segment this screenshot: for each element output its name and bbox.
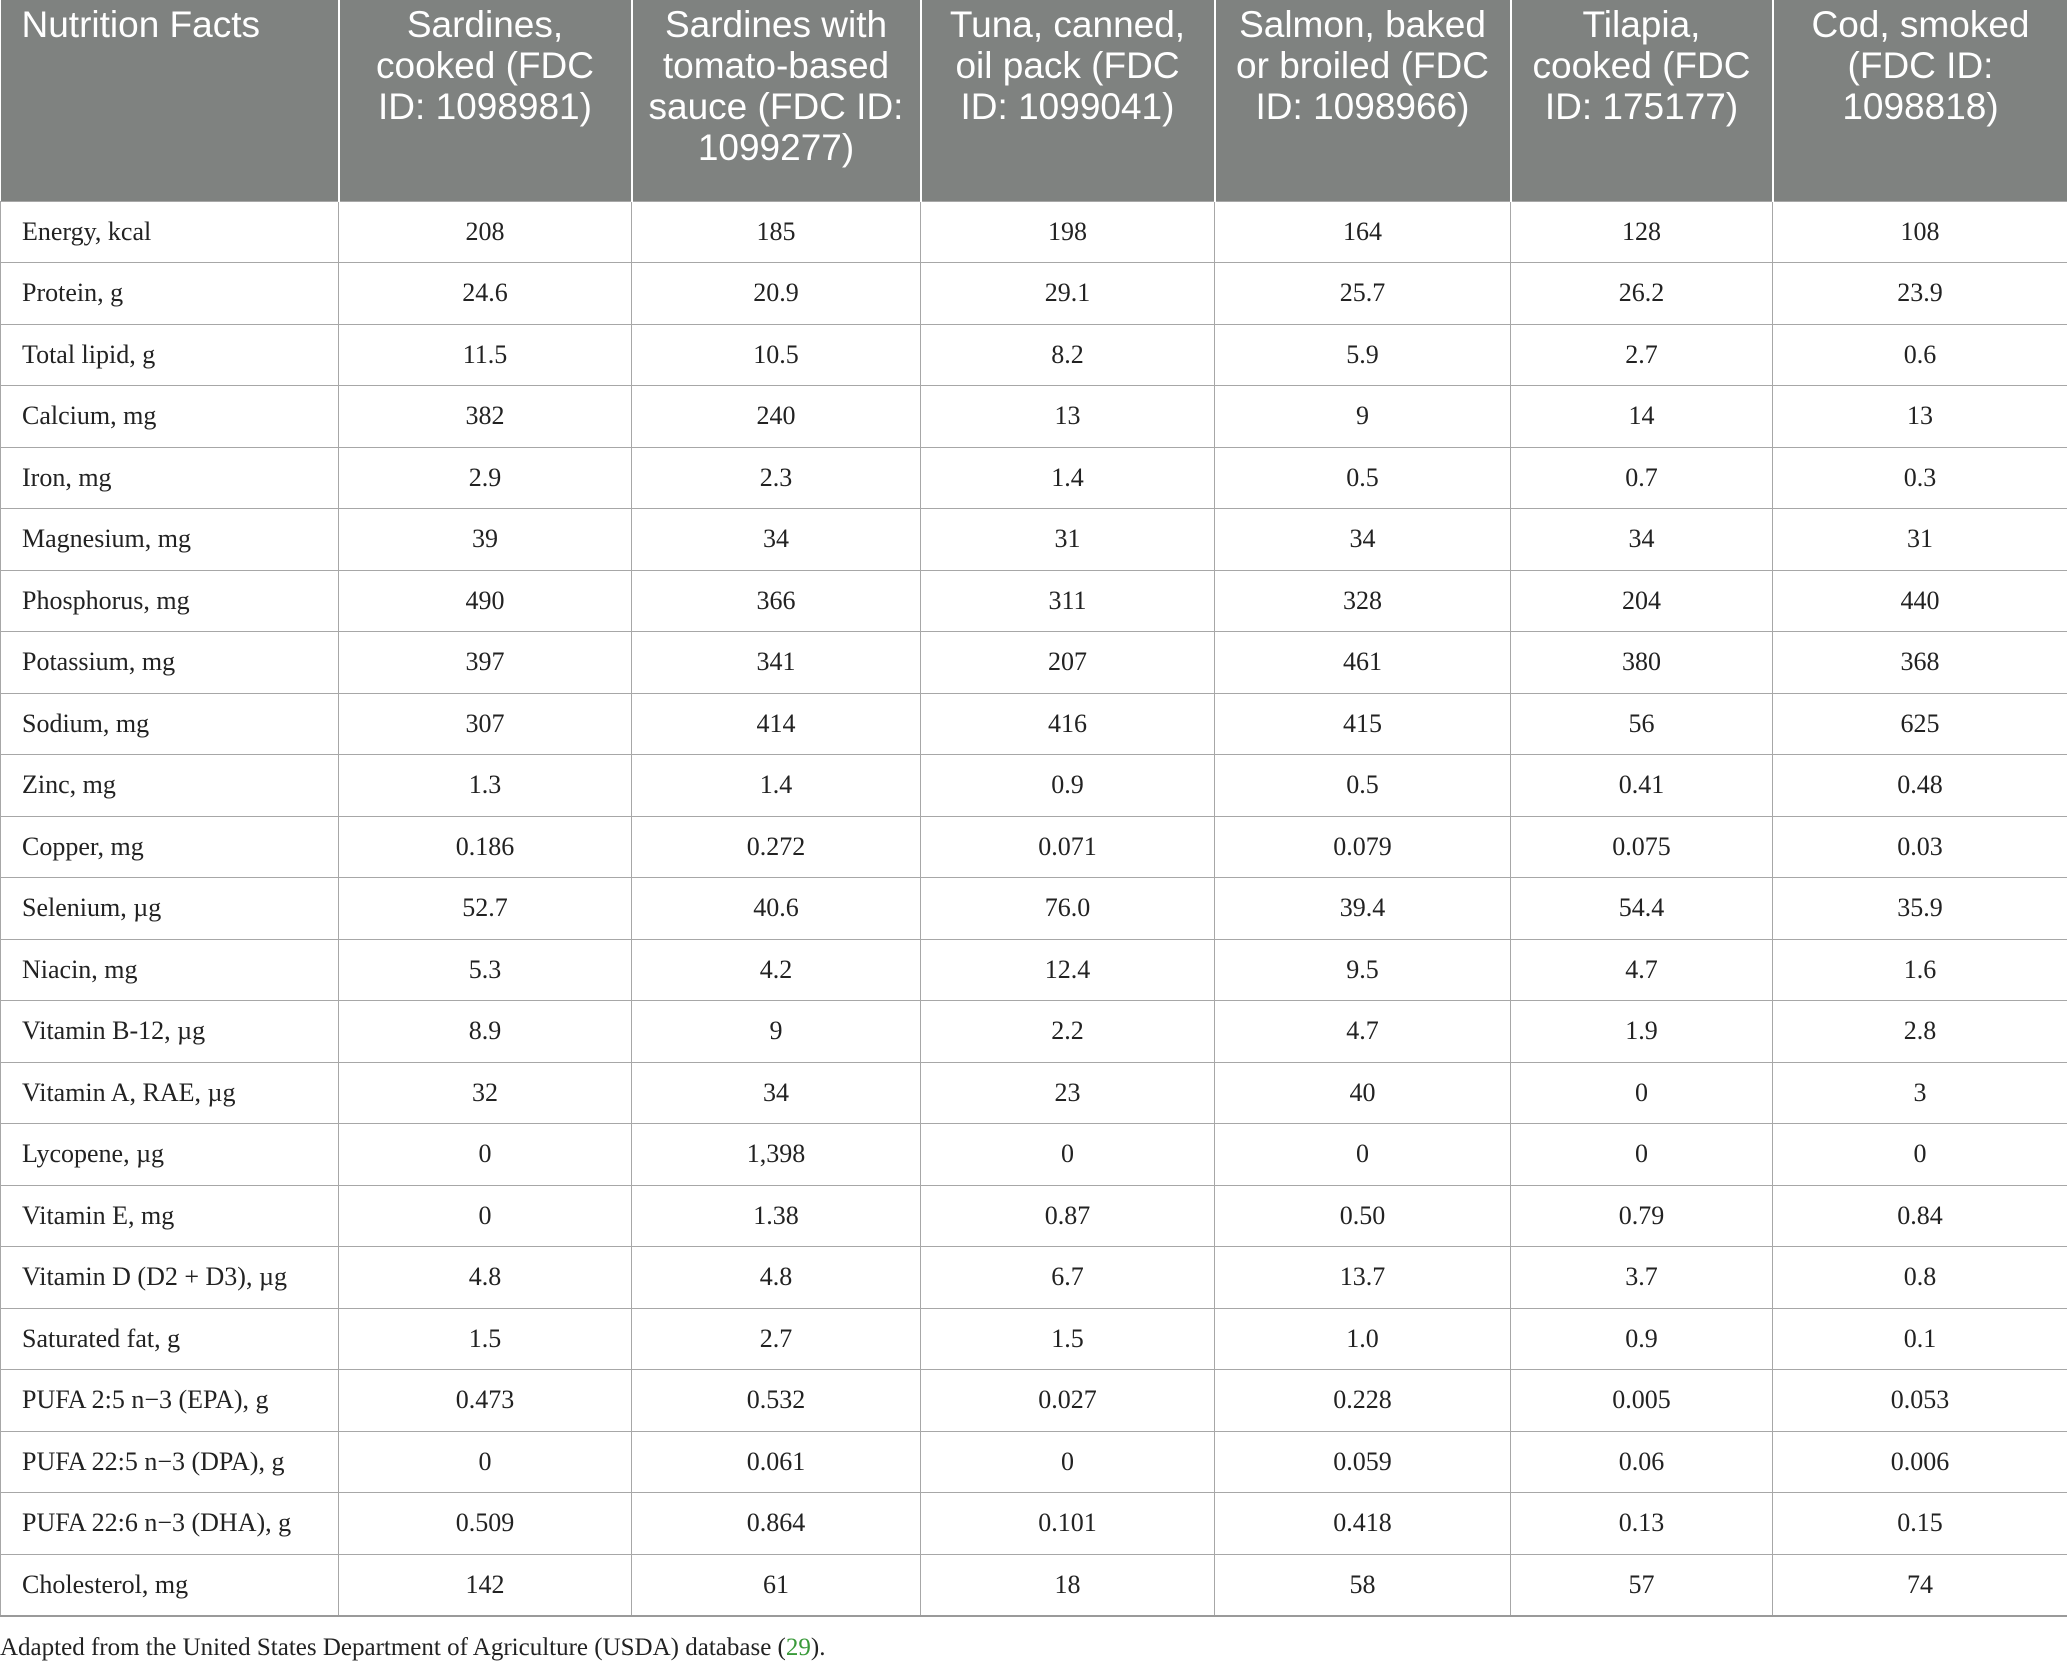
table-cell: 208 <box>339 201 632 263</box>
nutrient-label: Vitamin E, mg <box>1 1185 339 1247</box>
table-cell: 0.8 <box>1773 1247 2067 1309</box>
table-cell: 0.061 <box>632 1431 921 1493</box>
nutrient-label: Vitamin D (D2 + D3), µg <box>1 1247 339 1309</box>
table-cell: 52.7 <box>339 878 632 940</box>
table-row <box>1 632 2067 694</box>
table-cell: 2.7 <box>1511 324 1773 386</box>
table-cell: 416 <box>921 693 1215 755</box>
table-row <box>1 755 2067 817</box>
table-cell: 0.9 <box>1511 1308 1773 1370</box>
table-cell: 0.532 <box>632 1370 921 1432</box>
table-row <box>1 1370 2067 1432</box>
table-cell: 2.9 <box>339 447 632 509</box>
table-cell: 0.186 <box>339 816 632 878</box>
table-cell: 0.50 <box>1215 1185 1511 1247</box>
table-cell: 3.7 <box>1511 1247 1773 1309</box>
table-cell: 18 <box>921 1554 1215 1616</box>
header-row <box>1 0 2067 201</box>
nutrient-label: Protein, g <box>1 263 339 325</box>
table-cell: 2.2 <box>921 1001 1215 1063</box>
table-cell: 0.48 <box>1773 755 2067 817</box>
table-cell: 0 <box>1215 1124 1511 1186</box>
table-cell: 207 <box>921 632 1215 694</box>
table-cell: 0.7 <box>1511 447 1773 509</box>
nutrient-label: PUFA 22:6 n−3 (DHA), g <box>1 1493 339 1555</box>
table-row <box>1 570 2067 632</box>
table-cell: 164 <box>1215 201 1511 263</box>
table-cell: 8.9 <box>339 1001 632 1063</box>
table-cell: 6.7 <box>921 1247 1215 1309</box>
table-cell: 8.2 <box>921 324 1215 386</box>
nutrient-label: Magnesium, mg <box>1 509 339 571</box>
table-cell: 34 <box>632 1062 921 1124</box>
table-cell: 0.864 <box>632 1493 921 1555</box>
table-cell: 40.6 <box>632 878 921 940</box>
table-cell: 24.6 <box>339 263 632 325</box>
table-cell: 23.9 <box>1773 263 2067 325</box>
table-cell: 1,398 <box>632 1124 921 1186</box>
table-cell: 198 <box>921 201 1215 263</box>
table-cell: 76.0 <box>921 878 1215 940</box>
table-cell: 0 <box>339 1185 632 1247</box>
table-cell: 461 <box>1215 632 1511 694</box>
table-cell: 0.059 <box>1215 1431 1511 1493</box>
table-cell: 0.9 <box>921 755 1215 817</box>
nutrient-label: Selenium, µg <box>1 878 339 940</box>
table-cell: 0.071 <box>921 816 1215 878</box>
table-cell: 0 <box>1773 1124 2067 1186</box>
table-cell: 440 <box>1773 570 2067 632</box>
table-cell: 14 <box>1511 386 1773 448</box>
table-cell: 0.509 <box>339 1493 632 1555</box>
table-row <box>1 447 2067 509</box>
table-row <box>1 263 2067 325</box>
table-cell: 9.5 <box>1215 939 1511 1001</box>
table-cell: 0.005 <box>1511 1370 1773 1432</box>
header-sardines-cooked: Sardines, cooked (FDC ID: 1098981) <box>339 0 632 201</box>
table-row <box>1 1001 2067 1063</box>
table-cell: 204 <box>1511 570 1773 632</box>
table-row <box>1 693 2067 755</box>
header-tilapia-cooked: Tilapia, cooked (FDC ID: 175177) <box>1511 0 1773 201</box>
table-row <box>1 1247 2067 1309</box>
table-row <box>1 201 2067 263</box>
table-cell: 0.473 <box>339 1370 632 1432</box>
table-cell: 4.8 <box>632 1247 921 1309</box>
table-cell: 0.03 <box>1773 816 2067 878</box>
table-cell: 0 <box>921 1431 1215 1493</box>
table-cell: 1.4 <box>632 755 921 817</box>
table-cell: 40 <box>1215 1062 1511 1124</box>
nutrient-label: Copper, mg <box>1 816 339 878</box>
table-row <box>1 1124 2067 1186</box>
table-cell: 1.38 <box>632 1185 921 1247</box>
table-row <box>1 1431 2067 1493</box>
table-cell: 0.006 <box>1773 1431 2067 1493</box>
table-row <box>1 1062 2067 1124</box>
table-cell: 13 <box>1773 386 2067 448</box>
table-cell: 0.3 <box>1773 447 2067 509</box>
table-cell: 0.075 <box>1511 816 1773 878</box>
table-cell: 20.9 <box>632 263 921 325</box>
table-cell: 366 <box>632 570 921 632</box>
table-cell: 382 <box>339 386 632 448</box>
nutrient-label: Vitamin B-12, µg <box>1 1001 339 1063</box>
table-cell: 415 <box>1215 693 1511 755</box>
table-cell: 56 <box>1511 693 1773 755</box>
header-cod-smoked: Cod, smoked (FDC ID: 1098818) <box>1773 0 2067 201</box>
table-cell: 328 <box>1215 570 1511 632</box>
table-cell: 54.4 <box>1511 878 1773 940</box>
table-cell: 1.5 <box>921 1308 1215 1370</box>
table-cell: 58 <box>1215 1554 1511 1616</box>
table-cell: 0.053 <box>1773 1370 2067 1432</box>
table-cell: 368 <box>1773 632 2067 694</box>
nutrient-label: Energy, kcal <box>1 201 339 263</box>
table-cell: 1.5 <box>339 1308 632 1370</box>
table-cell: 142 <box>339 1554 632 1616</box>
nutrient-label: Lycopene, µg <box>1 1124 339 1186</box>
nutrient-label: Vitamin A, RAE, µg <box>1 1062 339 1124</box>
table-cell: 0.027 <box>921 1370 1215 1432</box>
nutrient-label: Sodium, mg <box>1 693 339 755</box>
table-row <box>1 1185 2067 1247</box>
table-cell: 108 <box>1773 201 2067 263</box>
table-cell: 2.8 <box>1773 1001 2067 1063</box>
table-cell: 3 <box>1773 1062 2067 1124</box>
table-cell: 34 <box>1215 509 1511 571</box>
table-cell: 23 <box>921 1062 1215 1124</box>
table-cell: 490 <box>339 570 632 632</box>
table-cell: 4.2 <box>632 939 921 1001</box>
table-cell: 1.4 <box>921 447 1215 509</box>
table-cell: 10.5 <box>632 324 921 386</box>
header-sardines-tomato-sauce: Sardines with tomato-based sauce (FDC ID: 1099277) <box>632 0 921 201</box>
source-footnote <box>0 1634 825 1662</box>
table-cell: 0 <box>339 1431 632 1493</box>
table-cell: 0.079 <box>1215 816 1511 878</box>
nutrient-label: Phosphorus, mg <box>1 570 339 632</box>
nutrient-label: Iron, mg <box>1 447 339 509</box>
table-cell: 0 <box>1511 1062 1773 1124</box>
table-cell: 1.6 <box>1773 939 2067 1001</box>
table-cell: 5.9 <box>1215 324 1511 386</box>
table-cell: 5.3 <box>339 939 632 1001</box>
table-cell: 0.15 <box>1773 1493 2067 1555</box>
table-cell: 128 <box>1511 201 1773 263</box>
table-cell: 0.79 <box>1511 1185 1773 1247</box>
header-tuna-canned: Tuna, canned, oil pack (FDC ID: 1099041) <box>921 0 1215 201</box>
table-row <box>1 878 2067 940</box>
table-cell: 0.418 <box>1215 1493 1511 1555</box>
table-cell: 13 <box>921 386 1215 448</box>
table-cell: 0.84 <box>1773 1185 2067 1247</box>
table-cell: 29.1 <box>921 263 1215 325</box>
table-cell: 1.0 <box>1215 1308 1511 1370</box>
nutrient-label: Cholesterol, mg <box>1 1554 339 1616</box>
table-cell: 311 <box>921 570 1215 632</box>
table-cell: 0.228 <box>1215 1370 1511 1432</box>
table-row <box>1 939 2067 1001</box>
table-cell: 380 <box>1511 632 1773 694</box>
nutrient-label: Calcium, mg <box>1 386 339 448</box>
table-cell: 13.7 <box>1215 1247 1511 1309</box>
table-cell: 39 <box>339 509 632 571</box>
table-cell: 32 <box>339 1062 632 1124</box>
table-cell: 9 <box>632 1001 921 1063</box>
table-cell: 11.5 <box>339 324 632 386</box>
table-row <box>1 816 2067 878</box>
table-cell: 0.101 <box>921 1493 1215 1555</box>
table-cell: 9 <box>1215 386 1511 448</box>
table-cell: 25.7 <box>1215 263 1511 325</box>
table-cell: 0.13 <box>1511 1493 1773 1555</box>
nutrient-label: Niacin, mg <box>1 939 339 1001</box>
table-row <box>1 386 2067 448</box>
table-row <box>1 1554 2067 1616</box>
footnote-text: Adapted from the United States Department of Agriculture (USDA) database ( <box>0 1634 786 1661</box>
table-cell: 4.8 <box>339 1247 632 1309</box>
table-cell: 1.9 <box>1511 1001 1773 1063</box>
footnote-text-end: ). <box>810 1634 826 1661</box>
nutrient-label: Total lipid, g <box>1 324 339 386</box>
table-cell: 57 <box>1511 1554 1773 1616</box>
table-cell: 240 <box>632 386 921 448</box>
table-cell: 185 <box>632 201 921 263</box>
table-cell: 307 <box>339 693 632 755</box>
table-cell: 4.7 <box>1511 939 1773 1001</box>
table-row <box>1 324 2067 386</box>
table-cell: 0.06 <box>1511 1431 1773 1493</box>
table-row <box>1 1493 2067 1555</box>
table-cell: 31 <box>1773 509 2067 571</box>
table-row <box>1 509 2067 571</box>
table-cell: 74 <box>1773 1554 2067 1616</box>
table-cell: 34 <box>1511 509 1773 571</box>
nutrient-label: Saturated fat, g <box>1 1308 339 1370</box>
table-cell: 31 <box>921 509 1215 571</box>
table-row <box>1 1308 2067 1370</box>
table-cell: 2.3 <box>632 447 921 509</box>
footnote-reference-link[interactable]: 29 <box>785 1634 811 1661</box>
table-cell: 0 <box>1511 1124 1773 1186</box>
header-salmon-baked: Salmon, baked or broiled (FDC ID: 1098966) <box>1215 0 1511 201</box>
nutrient-label: Potassium, mg <box>1 632 339 694</box>
table-cell: 35.9 <box>1773 878 2067 940</box>
nutrient-label: PUFA 22:5 n−3 (DPA), g <box>1 1431 339 1493</box>
table-cell: 341 <box>632 632 921 694</box>
table-cell: 12.4 <box>921 939 1215 1001</box>
table-cell: 39.4 <box>1215 878 1511 940</box>
table-cell: 26.2 <box>1511 263 1773 325</box>
table-cell: 0.5 <box>1215 447 1511 509</box>
nutrient-label: PUFA 2:5 n−3 (EPA), g <box>1 1370 339 1432</box>
table-body <box>1 201 2067 1616</box>
table-cell: 34 <box>632 509 921 571</box>
table-cell: 0 <box>921 1124 1215 1186</box>
table-cell: 4.7 <box>1215 1001 1511 1063</box>
nutrient-label: Zinc, mg <box>1 755 339 817</box>
table-cell: 0.1 <box>1773 1308 2067 1370</box>
table-cell: 0.6 <box>1773 324 2067 386</box>
table-cell: 414 <box>632 693 921 755</box>
header-nutrition-facts: Nutrition Facts <box>1 0 339 201</box>
table-cell: 0.272 <box>632 816 921 878</box>
table-cell: 397 <box>339 632 632 694</box>
table-cell: 625 <box>1773 693 2067 755</box>
table-cell: 0.41 <box>1511 755 1773 817</box>
table-cell: 1.3 <box>339 755 632 817</box>
table-cell: 0.87 <box>921 1185 1215 1247</box>
table-cell: 0 <box>339 1124 632 1186</box>
table-cell: 2.7 <box>632 1308 921 1370</box>
table-cell: 0.5 <box>1215 755 1511 817</box>
table-cell: 61 <box>632 1554 921 1616</box>
